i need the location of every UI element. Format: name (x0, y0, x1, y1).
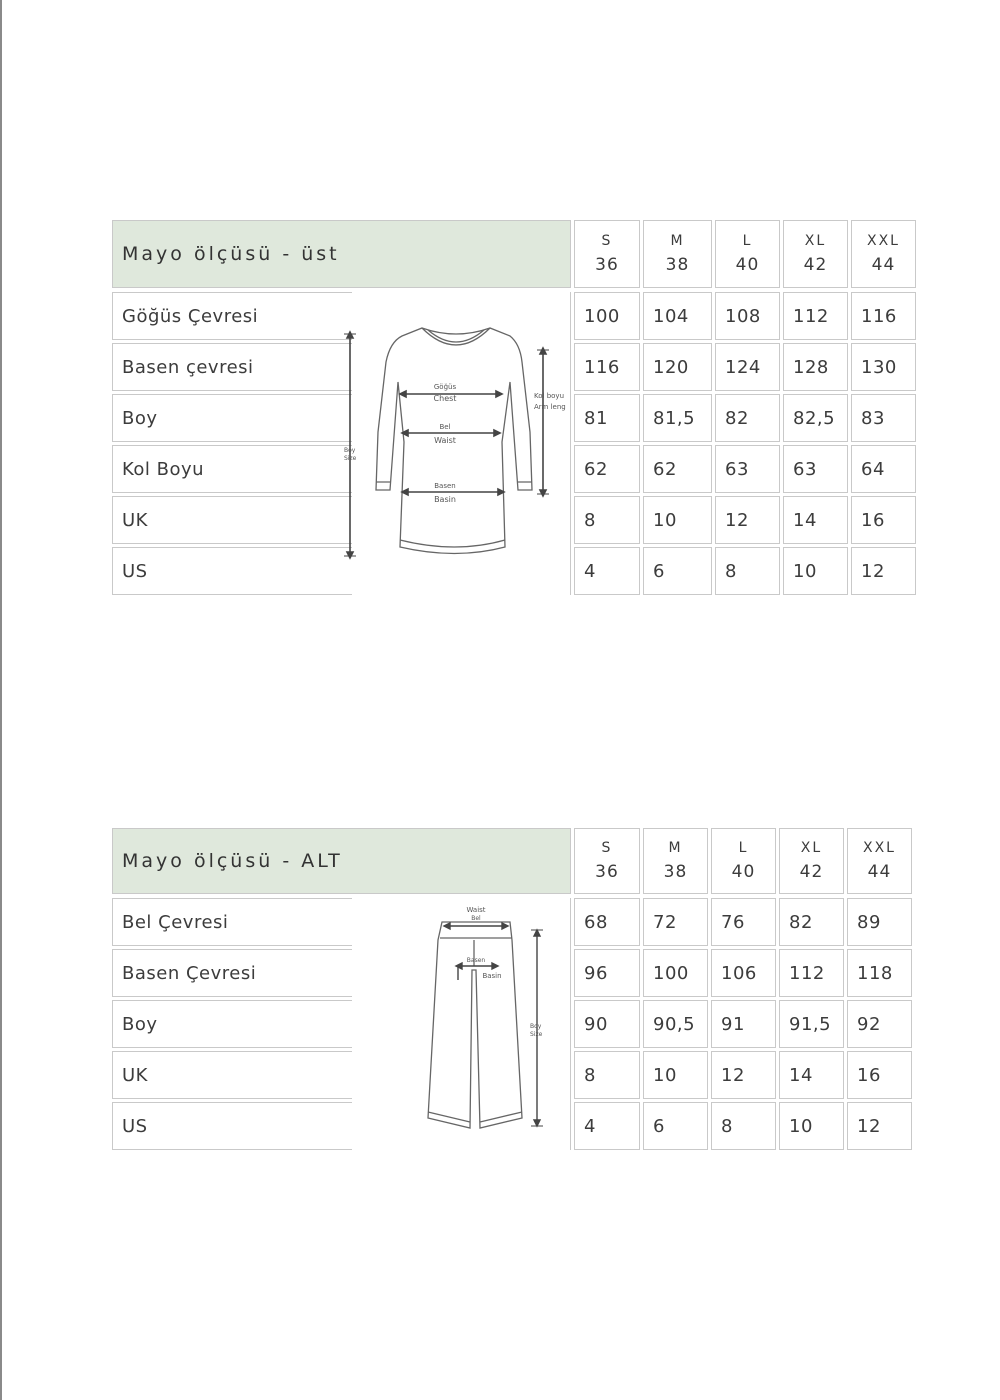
top-value-cell: 112 (783, 292, 848, 340)
top-value-cell: 116 (574, 343, 640, 391)
bottom-size-header (847, 828, 912, 894)
size-number: 36 (595, 862, 619, 882)
size-number: 38 (663, 862, 688, 882)
top-value-cell: 62 (574, 445, 640, 493)
top-row-label: Göğüs Çevresi (112, 292, 352, 340)
size-number: 40 (731, 862, 756, 882)
bottom-value-cell: 118 (847, 949, 912, 997)
bottom-row-label: US (112, 1102, 352, 1150)
top-row-label: Kol Boyu (112, 445, 352, 493)
top-row-label: UK (112, 496, 352, 544)
top-value-cell: 82,5 (783, 394, 848, 442)
top-value-cell: 16 (851, 496, 916, 544)
bottom-row-label: UK (112, 1051, 352, 1099)
waist-label-en-bottom: Waist (466, 906, 486, 914)
top-value-cell: 81,5 (643, 394, 712, 442)
length-label-tr: Boy (344, 447, 356, 454)
top-garment-sketch (340, 322, 572, 564)
size-letter: XL (800, 840, 823, 856)
bottom-value-cell: 12 (847, 1102, 912, 1150)
bottom-value-cell: 91,5 (779, 1000, 844, 1048)
bottom-value-cell: 16 (847, 1051, 912, 1099)
bottom-value-cell: 92 (847, 1000, 912, 1048)
size-number: 42 (799, 862, 824, 882)
bottom-table-title: Mayo ölçüsü - ALT (112, 828, 571, 894)
bottom-value-cell: 14 (779, 1051, 844, 1099)
size-letter: XXL (863, 840, 896, 856)
bottom-value-cell: 68 (574, 898, 640, 946)
bottom-value-cell: 90,5 (643, 1000, 708, 1048)
top-value-cell: 81 (574, 394, 640, 442)
top-value-cell: 12 (715, 496, 780, 544)
waist-label-tr: Bel (439, 423, 451, 431)
size-letter: XL (804, 233, 827, 249)
bottom-value-cell: 112 (779, 949, 844, 997)
top-value-cell: 62 (643, 445, 712, 493)
arm-label-en: Arm leng (534, 403, 566, 411)
bottom-value-cell: 89 (847, 898, 912, 946)
arm-label-tr: Kol boyu (534, 392, 564, 400)
top-row-label: US (112, 547, 352, 595)
top-value-cell: 130 (851, 343, 916, 391)
hip-label-tr-bottom: Basen (466, 957, 486, 964)
size-letter: XXL (867, 233, 900, 249)
top-size-header (715, 220, 780, 288)
chest-label-tr: Göğüs (433, 383, 457, 391)
size-number: 44 (871, 255, 896, 275)
top-value-cell: 108 (715, 292, 780, 340)
top-value-cell: 12 (851, 547, 916, 595)
top-value-cell: 83 (851, 394, 916, 442)
top-value-cell: 8 (715, 547, 780, 595)
bottom-value-cell: 72 (643, 898, 708, 946)
top-value-cell: 82 (715, 394, 780, 442)
size-letter: L (738, 840, 749, 856)
top-value-cell: 8 (574, 496, 640, 544)
bottom-value-cell: 76 (711, 898, 776, 946)
size-number: 44 (867, 862, 892, 882)
length-label-en-bottom: Size (530, 1031, 543, 1038)
bottom-value-cell: 91 (711, 1000, 776, 1048)
top-value-cell: 6 (643, 547, 712, 595)
bottom-value-cell: 12 (711, 1051, 776, 1099)
waist-label-en: Waist (434, 436, 456, 445)
top-size-header (783, 220, 848, 288)
top-value-cell: 124 (715, 343, 780, 391)
bottom-value-cell: 90 (574, 1000, 640, 1048)
bottom-size-header (779, 828, 844, 894)
bottom-size-header (643, 828, 708, 894)
top-value-cell: 4 (574, 547, 640, 595)
bottom-value-cell: 100 (643, 949, 708, 997)
top-value-cell: 128 (783, 343, 848, 391)
hip-label-tr: Basen (434, 482, 456, 490)
top-size-header (574, 220, 640, 288)
hip-label-en-bottom: Basin (482, 972, 502, 980)
page-edge (0, 0, 2, 1400)
bottom-value-cell: 10 (643, 1051, 708, 1099)
top-value-cell: 120 (643, 343, 712, 391)
top-table-title: Mayo ölçüsü - üst (112, 220, 571, 288)
top-row-label: Basen çevresi (112, 343, 352, 391)
bottom-size-header (711, 828, 776, 894)
top-row-label: Boy (112, 394, 352, 442)
bottom-value-cell: 106 (711, 949, 776, 997)
top-value-cell: 104 (643, 292, 712, 340)
size-letter: S (601, 233, 613, 249)
top-value-cell: 64 (851, 445, 916, 493)
size-number: 42 (803, 255, 828, 275)
size-number: 36 (595, 255, 619, 275)
top-value-cell: 14 (783, 496, 848, 544)
bottom-row-label: Basen Çevresi (112, 949, 352, 997)
size-number: 38 (665, 255, 690, 275)
bottom-garment-sketch (362, 900, 572, 1146)
chest-label-en: Chest (433, 394, 457, 403)
bottom-value-cell: 8 (574, 1051, 640, 1099)
top-value-cell: 63 (715, 445, 780, 493)
bottom-value-cell: 82 (779, 898, 844, 946)
bottom-value-cell: 10 (779, 1102, 844, 1150)
size-letter: S (601, 840, 613, 856)
bottom-value-cell: 96 (574, 949, 640, 997)
length-label-tr-bottom: Boy (530, 1023, 542, 1030)
waist-label-tr-bottom: Bel (471, 915, 481, 922)
bottom-size-header (574, 828, 640, 894)
top-size-header (643, 220, 712, 288)
hip-label-en: Basin (434, 495, 456, 504)
top-value-cell: 10 (643, 496, 712, 544)
bottom-value-cell: 8 (711, 1102, 776, 1150)
length-label-en: Size (344, 455, 357, 462)
size-letter: M (668, 840, 683, 856)
bottom-value-cell: 4 (574, 1102, 640, 1150)
size-number: 40 (735, 255, 760, 275)
top-value-cell: 116 (851, 292, 916, 340)
top-value-cell: 100 (574, 292, 640, 340)
size-letter: L (742, 233, 753, 249)
size-letter: M (670, 233, 685, 249)
top-value-cell: 63 (783, 445, 848, 493)
bottom-value-cell: 6 (643, 1102, 708, 1150)
bottom-row-label: Bel Çevresi (112, 898, 352, 946)
top-size-header (851, 220, 916, 288)
top-value-cell: 10 (783, 547, 848, 595)
bottom-row-label: Boy (112, 1000, 352, 1048)
